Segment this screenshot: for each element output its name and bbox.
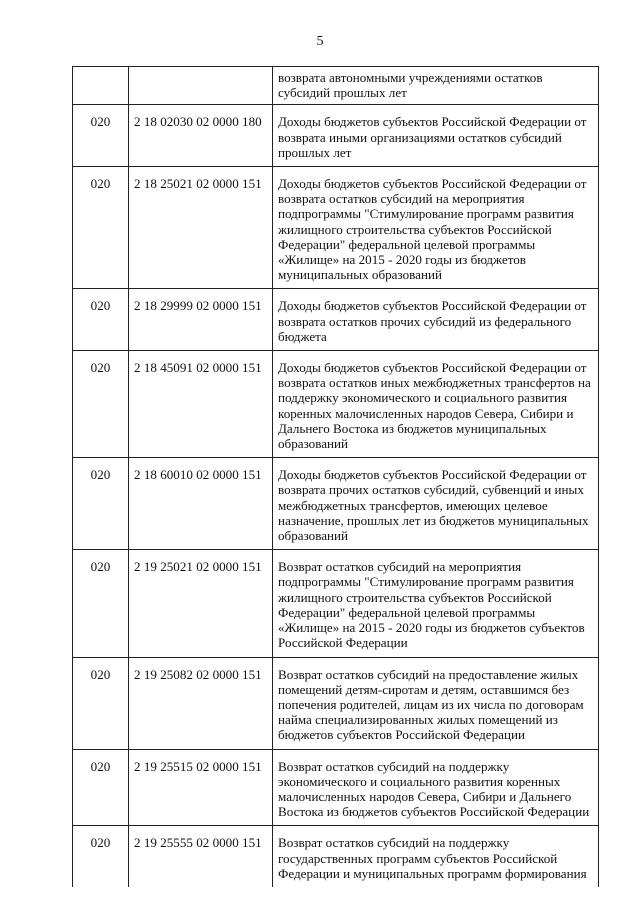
description-cell: Доходы бюджетов субъектов Российской Федерации от возврата остатков субсидий на мероприятия подпрограммы "Стимулирование программ развития жилищного строительства субъектов Российской Федерации" федеральной целевой программы «Жилище» на 2015 - 2020 годы из бюджетов муниципальных образований [273, 167, 599, 289]
admin-code-cell: 020 [73, 550, 129, 657]
description-cell: Возврат остатков субсидий на поддержку государственных программ субъектов Российской Федерации и муниципальных программ формирования [273, 826, 599, 887]
table-row [73, 351, 599, 458]
admin-code-cell: 020 [73, 105, 129, 167]
description-cell: Доходы бюджетов субъектов Российской Федерации от возврата прочих остатков субсидий, субвенций и иных межбюджетных трансфертов, имеющих целевое назначение, прошлых лет из бюджетов муниципальных образований [273, 458, 599, 550]
budget-code-cell: 2 18 02030 02 0000 180 [129, 105, 273, 167]
budget-code-cell: 2 18 60010 02 0000 151 [129, 458, 273, 550]
table-row [73, 105, 599, 167]
table-row [73, 167, 599, 289]
admin-code-cell: 020 [73, 657, 129, 749]
description-cell: Возврат остатков субсидий на поддержку экономического и социального развития коренных малочисленных народов Севера, Сибири и Дальнего Востока из бюджетов субъектов Российской Федерации [273, 749, 599, 826]
table-row [73, 657, 599, 749]
table-row [73, 826, 599, 887]
table-row [73, 67, 599, 105]
description-cell: Доходы бюджетов субъектов Российской Федерации от возврата остатков прочих субсидий из федерального бюджета [273, 289, 599, 351]
budget-code-cell: 2 19 25515 02 0000 151 [129, 749, 273, 826]
budget-code-cell: 2 19 25555 02 0000 151 [129, 826, 273, 887]
budget-code-cell: 2 18 25021 02 0000 151 [129, 167, 273, 289]
table-row [73, 749, 599, 826]
description-cell: Возврат остатков субсидий на предоставление жилых помещений детям-сиротам и детям, оставшимся без попечения родителей, лицам из их числа по договорам найма специализированных жилых помещений из бюджетов субъектов Российской Федерации [273, 657, 599, 749]
budget-code-cell: 2 18 45091 02 0000 151 [129, 351, 273, 458]
description-cell: Возврат остатков субсидий на мероприятия подпрограммы "Стимулирование программ развития жилищного строительства субъектов Российской Федерации" федеральной целевой программы «Жилище» на 2015 - 2020 годы из бюджетов субъектов Российской Федерации [273, 550, 599, 657]
admin-code-cell: 020 [73, 167, 129, 289]
table-row [73, 550, 599, 657]
admin-code-cell: 020 [73, 826, 129, 887]
admin-code-cell: 020 [73, 289, 129, 351]
budget-code-cell: 2 18 29999 02 0000 151 [129, 289, 273, 351]
page-number: 5 [316, 34, 324, 49]
admin-code-cell: 020 [73, 351, 129, 458]
admin-code-cell [73, 67, 129, 105]
description-cell: Доходы бюджетов субъектов Российской Федерации от возврата иными организациями остатков субсидий прошлых лет [273, 105, 599, 167]
budget-codes-table [72, 66, 599, 887]
budget-code-cell: 2 19 25082 02 0000 151 [129, 657, 273, 749]
table-row [73, 458, 599, 550]
table-row [73, 289, 599, 351]
description-cell: возврата автономными учреждениями остатков субсидий прошлых лет [273, 67, 599, 105]
admin-code-cell: 020 [73, 749, 129, 826]
admin-code-cell: 020 [73, 458, 129, 550]
description-cell: Доходы бюджетов субъектов Российской Федерации от возврата остатков иных межбюджетных трансфертов на поддержку экономического и социального развития коренных малочисленных народов Севера, Сибири и Дальнего Востока из бюджетов муниципальных образований [273, 351, 599, 458]
budget-code-cell [129, 67, 273, 105]
budget-code-cell: 2 19 25021 02 0000 151 [129, 550, 273, 657]
